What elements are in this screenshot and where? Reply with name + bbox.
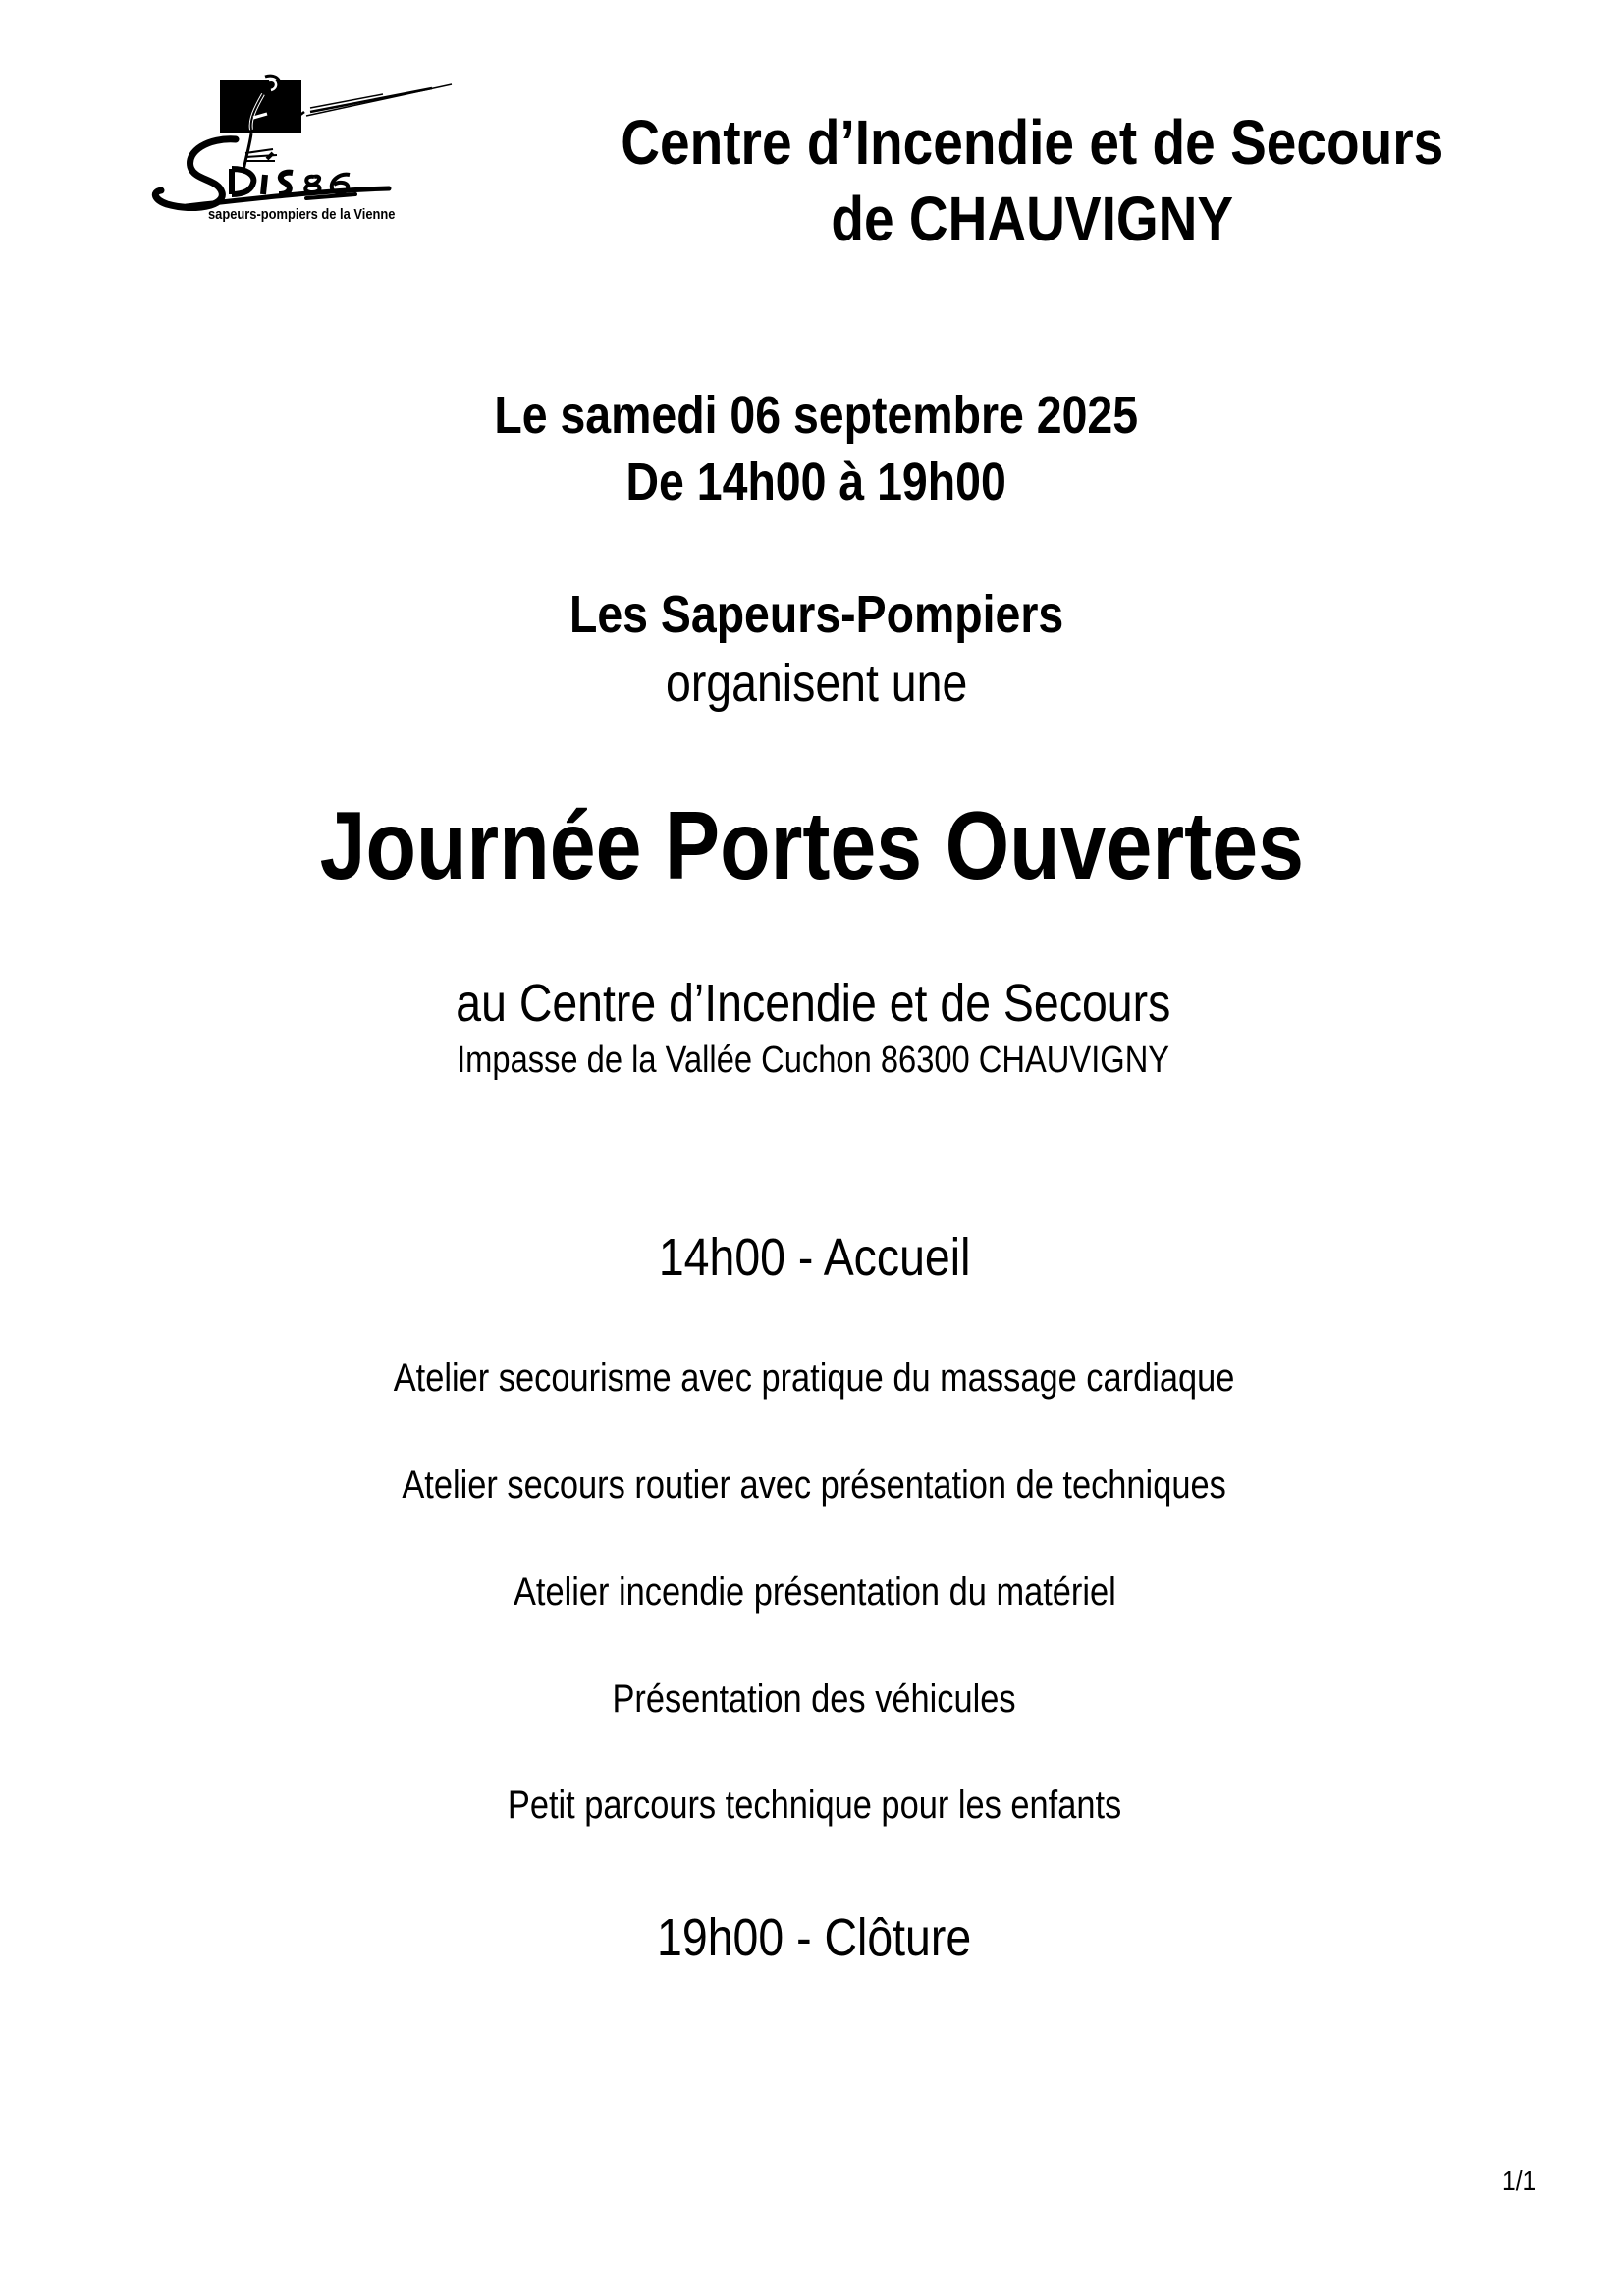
activity-item	[0, 1786, 1623, 1825]
header-title: Centre d’Incendie et de Secours	[621, 107, 1444, 178]
program-closing-line	[0, 1908, 1623, 1967]
activity-label: Atelier incendie présentation du matériel	[513, 1571, 1116, 1614]
header-line-1	[0, 107, 1623, 178]
venue-line	[0, 974, 1623, 1033]
venue: au Centre d’Incendie et de Secours	[456, 974, 1171, 1033]
program-closing: 19h00 - Clôture	[657, 1908, 972, 1967]
organizer: Les Sapeurs-Pompiers	[568, 585, 1064, 644]
header-subtitle: de CHAUVIGNY	[831, 184, 1234, 254]
activity-label: Petit parcours technique pour les enfants	[507, 1784, 1122, 1827]
event-date-line	[0, 386, 1623, 445]
activity-item	[0, 1359, 1623, 1398]
logo-caption: sapeurs-pompiers de la Vienne	[208, 206, 396, 223]
activity-item	[0, 1466, 1623, 1505]
event-title-line	[0, 791, 1623, 899]
address-line	[0, 1041, 1623, 1079]
header-line-2	[0, 184, 1623, 254]
activity-item	[0, 1573, 1623, 1612]
organizer-line	[0, 585, 1623, 644]
event-hours: De 14h00 à 19h00	[625, 453, 1007, 511]
page-number: 1/1	[1502, 2165, 1537, 2196]
organizer-verb-line	[0, 654, 1623, 713]
activity-label: Atelier secours routier avec présentation de techniques	[402, 1464, 1227, 1507]
activity-label: Présentation des véhicules	[612, 1678, 1017, 1721]
event-date: Le samedi 06 septembre 2025	[494, 386, 1139, 445]
activity-label: Atelier secourisme avec pratique du massage cardiaque	[394, 1357, 1235, 1400]
program-opening: 14h00 - Accueil	[658, 1228, 971, 1287]
address: Impasse de la Vallée Cuchon 86300 CHAUVIGNY	[457, 1040, 1170, 1081]
program-opening-line	[0, 1228, 1623, 1287]
organizer-verb: organisent une	[665, 654, 968, 713]
event-hours-line	[0, 453, 1623, 511]
activity-item	[0, 1680, 1623, 1719]
event-title: Journée Portes Ouvertes	[319, 791, 1304, 899]
